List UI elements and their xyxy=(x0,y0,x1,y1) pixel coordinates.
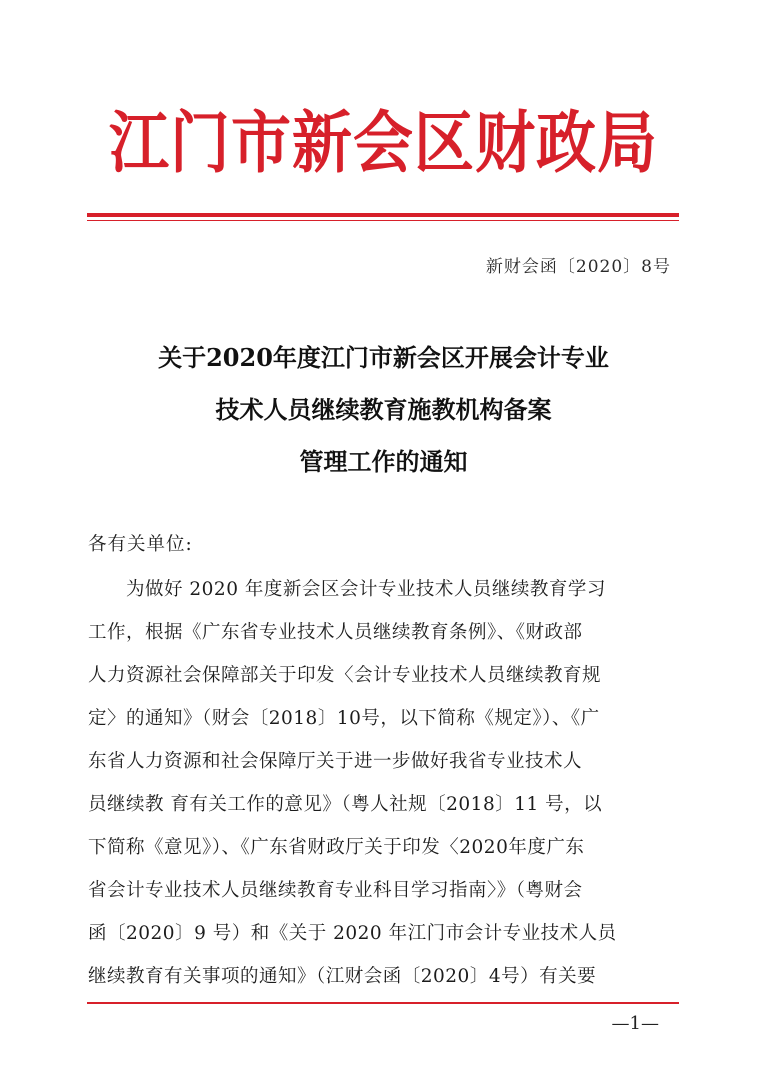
letterhead-red-rule-thin xyxy=(87,220,679,221)
page-number: —1— xyxy=(611,1013,659,1034)
body-line: 人力资源社会保障部关于印发〈会计专业技术人员继续教育规 xyxy=(88,665,602,686)
body-line: 东省人力资源和社会保障厅关于进一步做好我省专业技术人 xyxy=(88,751,583,772)
body-line: 定〉的通知》（财会〔2018〕10号，以下简称《规定》）、《广 xyxy=(88,708,600,729)
footer-red-rule xyxy=(87,1002,679,1004)
body-line: 函〔2020〕9 号）和《关于 2020 年江门市会计专业技术人员 xyxy=(88,923,617,944)
title-line: 关于2020年度江门市新会区开展会计专业 xyxy=(158,343,609,372)
letterhead-organization-name: 江门市新会区财政局 xyxy=(109,104,658,183)
body-line: 继续教育有关事项的通知》（江财会函〔2020〕4号）有关要 xyxy=(88,966,597,987)
body-line: 员继续教 育有关工作的意见》（粤人社规〔2018〕11 号，以 xyxy=(88,794,603,815)
salutation: 各有关单位: xyxy=(88,534,193,555)
body-line: 工作，根据《广东省专业技术人员继续教育条例》、《财政部 xyxy=(88,622,583,643)
document-number: 新财会函〔2020〕8号 xyxy=(485,257,671,277)
title-line: 技术人员继续教育施教机构备案 xyxy=(215,395,552,424)
body-line: 下简称《意见》）、《广东省财政厅关于印发〈2020年度广东 xyxy=(88,837,585,858)
letterhead-red-rule-thick xyxy=(87,213,679,217)
title-line: 管理工作的通知 xyxy=(299,447,468,476)
body-line: 为做好 2020 年度新会区会计专业技术人员继续教育学习 xyxy=(126,579,606,600)
body-line: 省会计专业技术人员继续教育专业科目学习指南〉》（粤财会 xyxy=(88,880,583,901)
document-title xyxy=(0,338,767,494)
body-paragraph xyxy=(88,568,680,998)
